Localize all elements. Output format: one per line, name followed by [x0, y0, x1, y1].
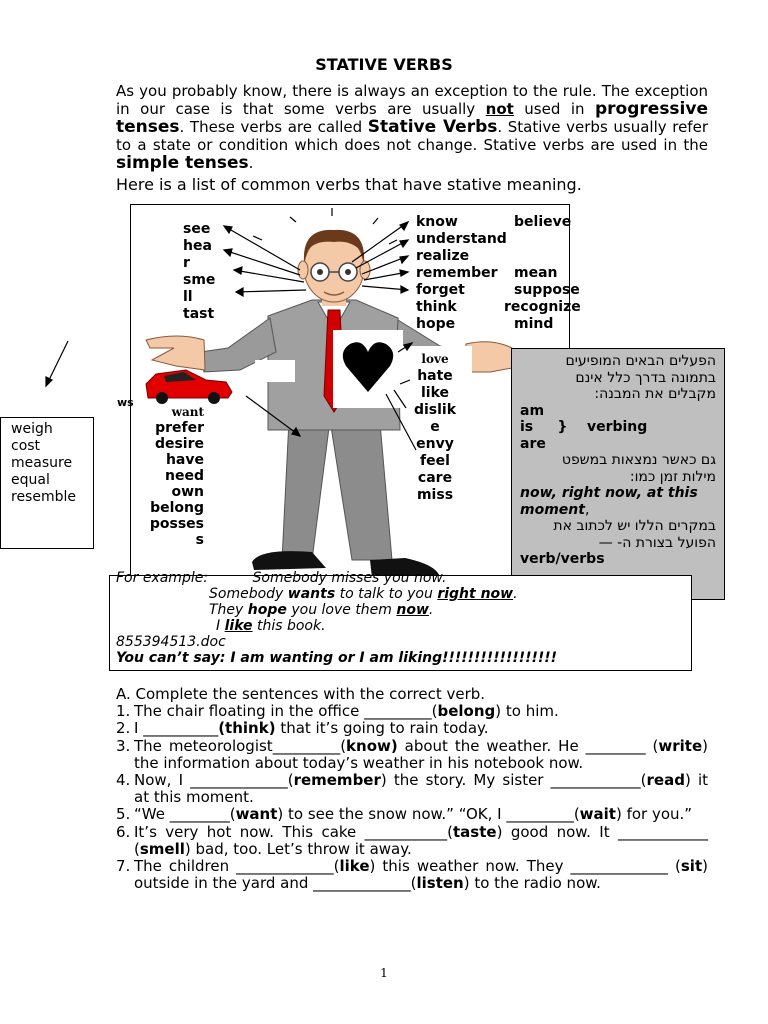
sense-verb: see	[183, 221, 211, 237]
sense-verb: hea	[183, 238, 212, 254]
intro-text-1: As you probably know, there is always an exception to the rule. The exception in our case is that some verbs are usually	[116, 82, 708, 118]
mind-verbs	[416, 214, 581, 333]
mind-verb-row: hope mind	[416, 316, 554, 332]
sense-verbs	[183, 221, 223, 322]
intro-progressive: progressive tenses	[116, 99, 708, 137]
mind-verb-row: forget suppose	[416, 282, 580, 298]
intro-text-3: . These verbs are called	[179, 118, 368, 136]
feel-verbs: love hate like dislik e envy feel care miss	[413, 352, 457, 503]
intro-text-4: . Stative verbs usually refer to a state or condition which does not change. Stative verbs are used in the	[116, 118, 708, 154]
exercise-item: 1. The chair floating in the office _________(belong) to him.	[116, 702, 559, 721]
intro-text-5: .	[248, 154, 254, 172]
want-verbs: want prefer desire have need own belong posses s	[149, 405, 204, 548]
mind-verb-row: realize	[416, 248, 470, 264]
exercise-item: 7. The children _____________(like) this weather now. They _____________ (sit) outside in the yard and _____________(listen) to the radio now.	[116, 857, 708, 893]
left-shoe	[252, 551, 326, 570]
intro-not: not	[485, 100, 514, 118]
list-intro-line: Here is a list of common verbs that have stative meaning.	[116, 175, 582, 194]
example-line: I like this book.	[216, 618, 326, 634]
example-line: They hope you love them now.	[209, 602, 434, 618]
hebrew-note-box: הפעלים הבאים המופיעים בתמונה בדרך כלל אינם מקבלים את המבנה: am is } verbing are גם כאשר נמצאות במשפט מילות זמן כמו: now, right now, at this moment, במקרים הללו יש לכתוב את הפועל בצורת ה- — verb/verbs	[511, 348, 725, 600]
example-box: For example: Somebody misses you now. Somebody wants to talk to you right now. They hope you love them now. I like this book. 855394513.doc You can’t say: I am wanting or I am liking!!!!!!!!!!!!!!!!!!	[109, 575, 692, 671]
exercise-item: 4. Now, I _____________(remember) the story. My sister ____________(read) it at this moment.	[116, 771, 709, 807]
mind-verb-row: think recognize	[416, 299, 581, 315]
ws-label: ws	[117, 396, 134, 409]
cant-say-line: You can’t say: I am wanting or I am liking!!!!!!!!!!!!!!!!!!	[116, 650, 558, 666]
intro-simple: simple tenses	[116, 153, 249, 173]
mind-verb-row: know believe	[416, 214, 572, 230]
page-number: 1	[380, 966, 388, 980]
intro-stative: Stative Verbs	[367, 117, 498, 137]
exercise-item: 3. The meteorologist_________(know) about the weather. He ________ (write) the information about today’s weather in his notebook now.	[116, 736, 708, 772]
sense-verb: r	[183, 255, 190, 271]
exercise-item: 5. “We ________(want) to see the snow now.” “OK, I _________(wait) for you.”	[116, 805, 693, 824]
page-title: STATIVE VERBS	[315, 55, 453, 74]
left-hand	[146, 336, 205, 370]
sense-verb: sme	[183, 272, 216, 288]
example-line: Somebody wants to talk to you right now.	[209, 586, 518, 602]
mind-verb-row: remember mean	[416, 265, 558, 281]
right-hand	[466, 342, 512, 372]
exercise-section	[116, 686, 708, 892]
exercise-item: 6. It’s very hot now. This cake ___________(taste) good now. It ____________ (smell) bad, too. Let’s throw it away.	[116, 822, 708, 858]
sense-verb: tast	[183, 306, 215, 322]
doc-filename: 855394513.doc	[116, 634, 226, 650]
intro-text-2: used in	[513, 100, 595, 118]
panel-blank-1	[255, 360, 295, 382]
exercise-item: 2. I __________(think) that it’s going to rain today.	[116, 719, 489, 738]
exercise-heading: A. Complete the sentences with the correct verb.	[116, 685, 486, 703]
weigh-verbs-box: weigh cost measure equal resemble	[0, 417, 94, 549]
mind-verb-row: understand	[416, 231, 507, 247]
sense-verb: ll	[183, 289, 193, 305]
